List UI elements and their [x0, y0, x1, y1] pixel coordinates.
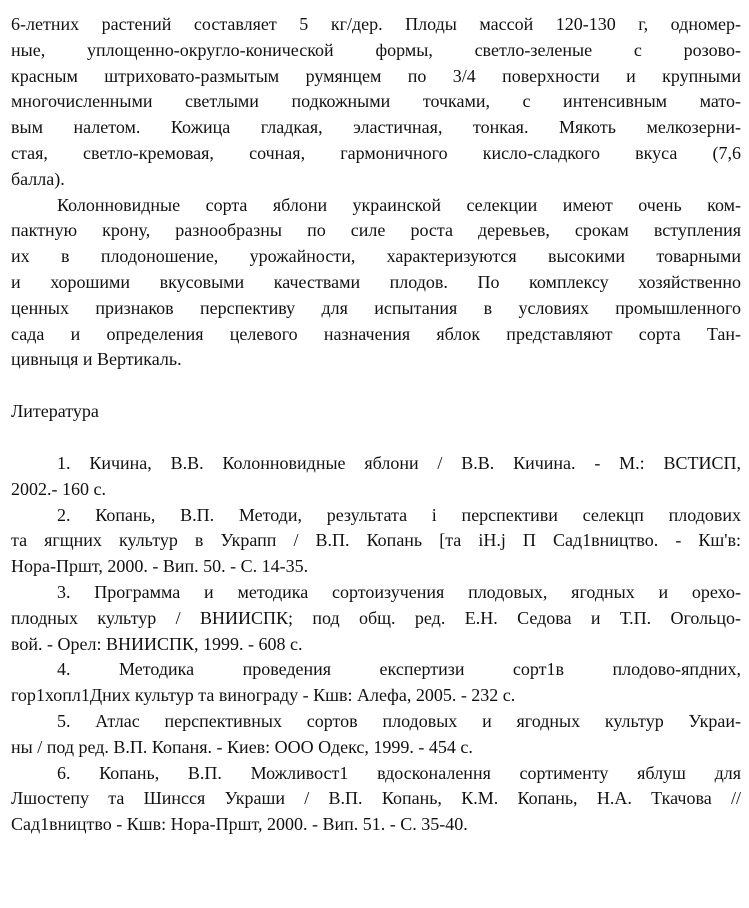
text-line: пактную крону, разнообразны по силе роста деревьев, срокам вступления	[11, 220, 741, 241]
reference-item	[11, 503, 741, 580]
text-line: ные, уплощенно-округло-конической формы, светло-зеленые с розово-	[11, 39, 741, 60]
text-line: Лшостепу та Шинсся Украши / В.П. Копань, К.М. Копань, Н.А. Ткачова //	[11, 788, 741, 809]
text-line: 2002.- 160 с.	[11, 478, 106, 499]
text-line: сада и определения целевого назначения яблок представляют сорта Тан-	[11, 323, 741, 344]
document-page	[11, 12, 741, 838]
text-line: Сад1вництво - Кшв: Нора-Пршт, 2000. - Вип. 51. - С. 35-40.	[11, 814, 468, 835]
text-line: 6-летних растений составляет 5 кг/дер. Плоды массой 120-130 г, одномер-	[11, 14, 741, 34]
text-line: вым налетом. Кожица гладкая, эластичная, тонкая. Мякоть мелкозерни-	[11, 117, 741, 138]
references-list	[11, 451, 741, 838]
text-line: вой. - Орел: ВНИИСПК, 1999. - 608 с.	[11, 633, 303, 654]
text-line: Нора-Пршт, 2000. - Вип. 50. - С. 14-35.	[11, 556, 309, 577]
text-line: балла).	[11, 168, 65, 189]
text-line: 4. Методика проведения експертизи сорт1в плодово-япдних,	[57, 659, 741, 680]
text-line: плодных культур / ВНИИСПК; под общ. ред. Е.Н. Седова и Т.П. Огольцо-	[11, 607, 741, 628]
text-line: 5. Атлас перспективных сортов плодовых и ягодных культур Украи-	[57, 710, 741, 731]
text-line: та ягщних культур в Украпп / В.П. Копань [та iH.j П Сад1вництво. - Кш'в:	[11, 530, 741, 551]
references-heading: Литература	[11, 401, 99, 422]
paragraph-2	[11, 193, 741, 374]
text-line: и хорошими вкусовыми качествами плодов. По комплексу хозяйственно	[11, 271, 741, 292]
reference-item	[11, 580, 741, 657]
reference-item	[11, 761, 741, 838]
text-line: ценных признаков перспективу для испытания в условиях промышленного	[11, 297, 741, 318]
text-line: многочисленными светлыми подкожными точками, с интенсивным мато-	[11, 91, 741, 112]
text-line: 3. Программа и методика сортоизучения плодовых, ягодных и орехо-	[57, 581, 741, 602]
reference-item	[11, 657, 741, 709]
text-line: красным штриховато-размытым румянцем по 3/4 поверхности и крупными	[11, 65, 741, 86]
reference-item	[11, 709, 741, 761]
reference-item	[11, 451, 741, 503]
text-line: цивныця и Вертикаль.	[11, 349, 182, 370]
text-line: 6. Копань, В.П. Можливост1 вдосконалення сортименту яблуш для	[57, 762, 741, 783]
text-line: Колонновидные сорта яблони украинской селекции имеют очень ком-	[57, 194, 741, 215]
paragraph-1	[11, 12, 741, 193]
text-line: 1. Кичина, В.В. Колонновидные яблони / В.В. Кичина. - М.: ВСТИСП,	[57, 452, 741, 473]
text-line: 2. Копань, В.П. Методи, результата i перспективи селекцп плодових	[57, 504, 741, 525]
text-line: гор1хопл1Дних культур та винограду - Кшв: Алефа, 2005. - 232 с.	[11, 685, 516, 706]
text-line: ны / под ред. В.П. Копаня. - Киев: ООО Одекс, 1999. - 454 с.	[11, 736, 473, 757]
text-line: их в плодоношение, урожайности, характеризуются высокими товарными	[11, 246, 741, 267]
text-line: стая, светло-кремовая, сочная, гармоничного кисло-сладкого вкуса (7,6	[11, 142, 741, 163]
